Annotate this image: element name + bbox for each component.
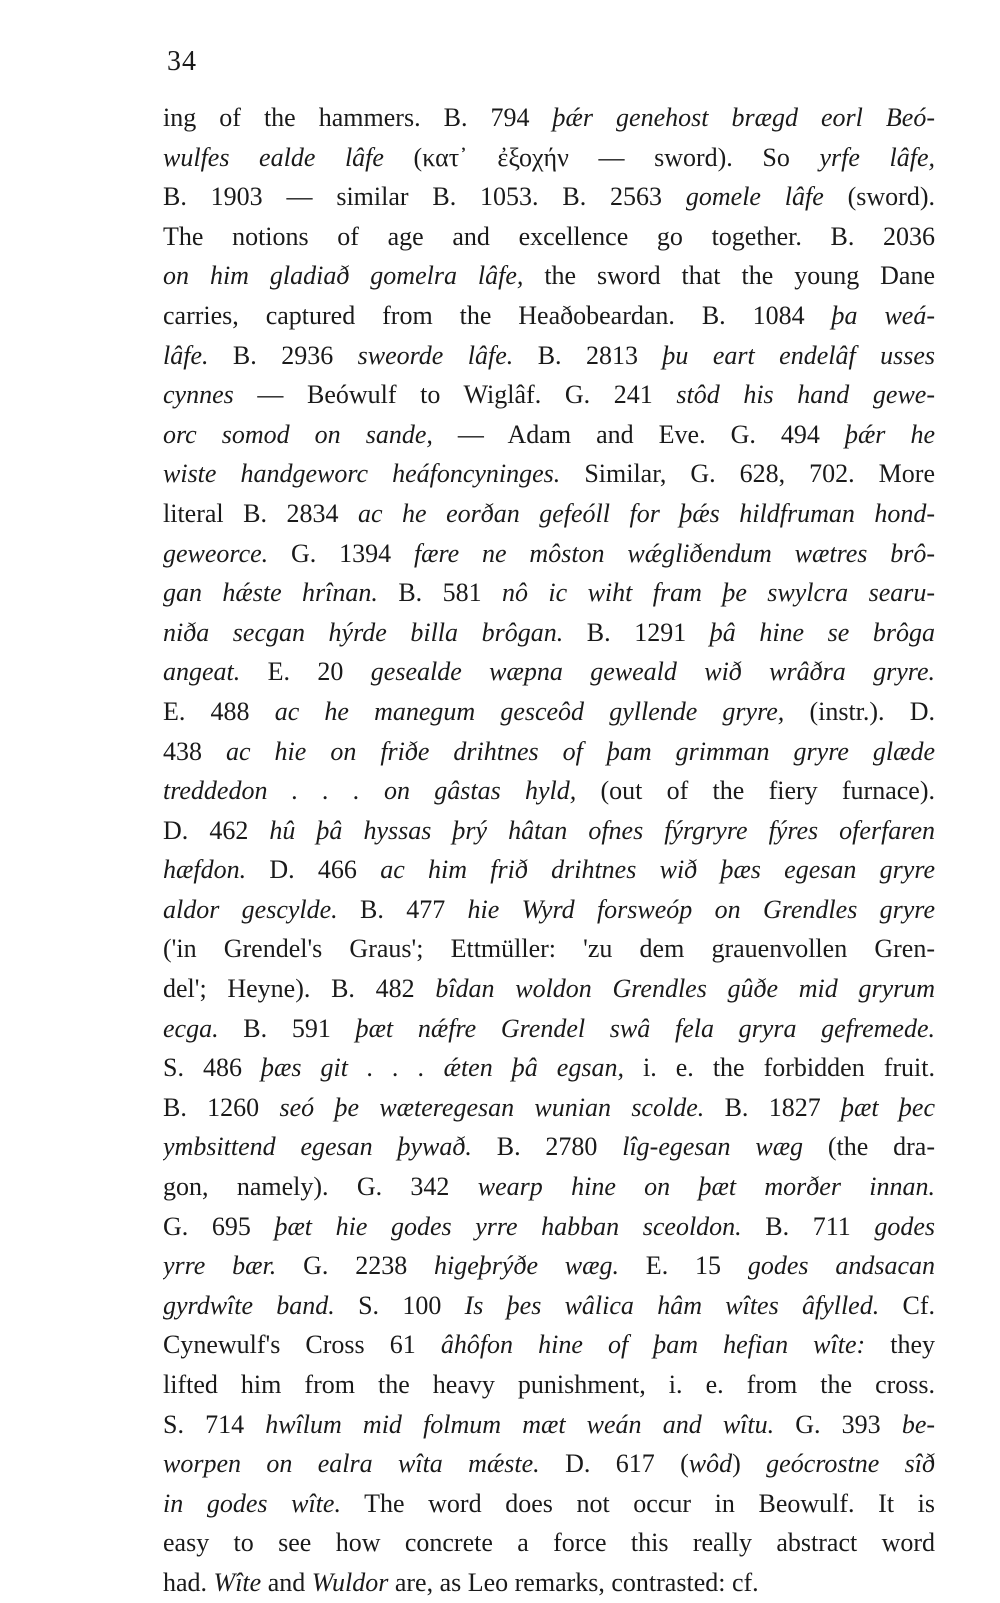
text-line [163,296,935,336]
text-line [163,375,935,415]
italic-quotation: worpen on ealra wîta mǽste. [163,1449,540,1479]
text-line [163,929,935,969]
text-run: (out of the fiery furnace). [576,776,935,806]
text-run: had. [163,1567,214,1597]
italic-quotation: þǽr he [844,419,935,449]
text-line [163,613,935,653]
text-run: B. 1260 [163,1092,280,1122]
body-text [163,98,935,1603]
text-run: The word does not occur in Beowulf. It is [340,1488,935,1518]
italic-quotation: aldor gescylde. [163,894,338,924]
text-run: i. e. the forbidden fruit. [623,1053,935,1083]
text-line [163,1484,935,1524]
italic-quotation: þǽr genehost brægd eorl Beó- [552,103,935,132]
text-run: ) [732,1449,767,1479]
italic-quotation: lâfe. [163,340,209,370]
text-run: gon, namely). G. 342 [163,1172,478,1202]
text-run: 438 [163,736,227,766]
text-line [163,1444,935,1484]
text-run: del'; Heyne). B. 482 [163,974,436,1004]
italic-quotation: hæfdon. [163,855,247,885]
italic-quotation: hwîlum mid folmum mæt weán and wîtu. [265,1409,775,1439]
italic-quotation: godes [874,1211,935,1241]
italic-quotation: lîg-egesan wæg [622,1132,804,1162]
text-line [163,1009,935,1049]
italic-quotation: sweorde lâfe. [357,340,514,370]
italic-quotation: þæs git . . . ǽten þâ egsan, [261,1053,624,1083]
text-run: lifted him from the heavy punishment, i. e. from the cross. [163,1370,935,1399]
text-run: G. 695 [163,1211,275,1241]
text-line [163,494,935,534]
text-run: B. 1903 — similar B. 1053. B. 2563 [163,182,686,212]
italic-quotation: gomele lâfe [685,182,824,212]
text-run: (sword). [823,182,935,212]
text-run: B. 591 [218,1013,356,1043]
text-run: S. 714 [163,1409,266,1439]
text-run: they [865,1330,935,1360]
italic-quotation: treddedon . . . on gâstas hyld, [163,776,577,806]
text-line [163,1207,935,1247]
italic-quotation: Is þes wâlica hâm wîtes âfylled. [464,1290,880,1320]
text-run: ing of the hammers. B. 794 [163,103,553,132]
text-run: G. 2238 [276,1251,435,1281]
italic-quotation: geweorce. [163,538,269,568]
italic-quotation: higeþrýðe wæg. [434,1251,619,1281]
text-run: B. 477 [337,894,468,924]
text-line [163,1167,935,1207]
text-line [163,1127,935,1167]
italic-quotation: gan hǽste hrînan. [163,578,378,608]
italic-quotation: ac him frið drihtnes wið þæs egesan gryre [380,855,935,885]
italic-quotation: on him gladiað gomelra lâfe, [163,261,524,291]
text-run: (κατ᾽ ἐξοχήν — sword). So [383,142,820,172]
italic-quotation: yrre bær. [163,1251,277,1281]
italic-quotation: hû þâ hyssas þrý hâtan ofnes fýrgryre fýres oferfaren [269,815,935,845]
text-line [163,969,935,1009]
text-run: carries, captured from the Heaðobeardan. B. 1084 [163,300,832,330]
text-line [163,1563,935,1603]
text-line [163,1523,935,1563]
page-number: 34 [167,46,197,77]
text-run: B. 581 [377,578,502,608]
italic-quotation: þæt hie godes yrre habban sceoldon. [274,1211,742,1241]
text-run: The notions of age and excellence go together. B. 2036 [163,221,935,251]
text-run: B. 711 [741,1211,875,1241]
italic-quotation: wulfes ealde lâfe [163,142,384,172]
text-run: B. 2780 [471,1132,623,1162]
text-run: Cynewulf's Cross 61 [163,1330,441,1360]
italic-quotation: yrfe lâfe, [819,142,935,172]
italic-quotation: godes andsacan [747,1251,935,1281]
italic-quotation: bîdan woldon Grendles gûðe mid gryrum [435,974,935,1004]
italic-quotation: fære ne môston wǽgliðendum wætres brô- [413,538,935,568]
italic-quotation: geócrostne sîð [766,1449,935,1479]
text-line [163,1048,935,1088]
text-run: the sword that the young Dane [523,261,935,291]
text-run: E. 20 [240,657,371,687]
text-run: (the dra- [803,1132,935,1162]
italic-quotation: be- [901,1409,935,1439]
italic-quotation: þa weá- [831,300,935,330]
text-line [163,415,935,455]
text-run: G. 1394 [268,538,414,568]
italic-quotation: ymbsittend egesan þywað. [163,1132,472,1162]
italic-quotation: þâ hine se brôga [709,617,935,647]
text-run: ('in Grendel's Graus'; Ettmüller: 'zu dem grauenvollen Gren- [163,934,935,964]
text-run: — Beówulf to Wiglâf. G. 241 [233,380,677,410]
italic-quotation: Wuldor [311,1567,389,1597]
text-line [163,177,935,217]
text-line [163,811,935,851]
text-run: D. 462 [163,815,270,845]
italic-quotation: niða secgan hýrde billa brôgan. [163,617,564,647]
text-run: B. 2813 [513,340,663,370]
text-line [163,256,935,296]
italic-quotation: in godes wîte. [163,1488,341,1518]
italic-quotation: stôd his hand gewe- [676,380,935,410]
italic-quotation: angeat. [163,657,241,687]
text-line [163,732,935,772]
text-run: literal B. 2834 [163,498,358,528]
text-line [163,1405,935,1445]
italic-quotation: nô ic wiht fram þe swylcra searu- [502,578,935,608]
italic-quotation: ac he manegum gesceôd gyllende gryre, [274,696,785,726]
text-line [163,890,935,930]
italic-quotation: ecga. [163,1013,219,1043]
italic-quotation: seó þe wæteregesan wunian scolde. [279,1092,705,1122]
text-run: and [261,1567,312,1597]
italic-quotation: wôd [688,1449,733,1479]
text-run: D. 617 ( [539,1449,689,1479]
italic-quotation: hie Wyrd forsweóp on Grendles gryre [467,894,935,924]
text-line [163,692,935,732]
text-line [163,652,935,692]
italic-quotation: gyrdwîte band. [163,1290,335,1320]
italic-quotation: gesealde wæpna geweald wið wrâðra gryre. [370,657,935,687]
italic-quotation: âhôfon hine of þam hefian wîte: [440,1330,866,1360]
text-run: E. 488 [163,696,275,726]
text-run: S. 486 [163,1053,262,1083]
text-line [163,217,935,257]
text-line [163,98,935,138]
italic-quotation: þu eart endelâf usses [662,340,935,370]
text-run: B. 1827 [704,1092,842,1122]
text-line [163,336,935,376]
text-line [163,1246,935,1286]
text-run: (instr.). D. [784,696,935,726]
text-run: S. 100 [334,1290,465,1320]
text-run: E. 15 [618,1251,748,1281]
italic-quotation: wearp hine on þæt morðer innan. [477,1172,935,1202]
italic-quotation: þæt þec [841,1092,935,1122]
text-run: B. 2936 [208,340,358,370]
italic-quotation: ac hie on friðe drihtnes of þam grimman gryre glæde [226,736,935,766]
text-line [163,771,935,811]
text-line [163,573,935,613]
text-line [163,138,935,178]
italic-quotation: ac he eorðan gefeóll for þǽs hildfruman hond- [357,498,935,528]
text-run: — Adam and Eve. G. 494 [432,419,845,449]
text-line [163,454,935,494]
text-run: Similar, G. 628, 702. More [560,459,935,489]
italic-quotation: orc somod on sande, [163,419,433,449]
text-line [163,1365,935,1405]
text-run: B. 1291 [563,617,710,647]
text-line [163,1286,935,1326]
italic-quotation: þæt nǽfre Grendel swâ fela gryra gefremede. [355,1013,935,1043]
text-run: G. 393 [774,1409,902,1439]
text-line [163,1325,935,1365]
text-run: are, as Leo remarks, contrasted: cf. [388,1567,759,1597]
text-line [163,1088,935,1128]
text-run: Cf. [879,1290,935,1320]
text-run: D. 466 [246,855,381,885]
text-line [163,534,935,574]
text-run: easy to see how concrete a force this really abstract word [163,1528,935,1558]
italic-quotation: Wîte [213,1567,262,1597]
text-line [163,850,935,890]
italic-quotation: wiste handgeworc heáfoncyninges. [163,459,561,489]
italic-quotation: cynnes [163,380,234,410]
